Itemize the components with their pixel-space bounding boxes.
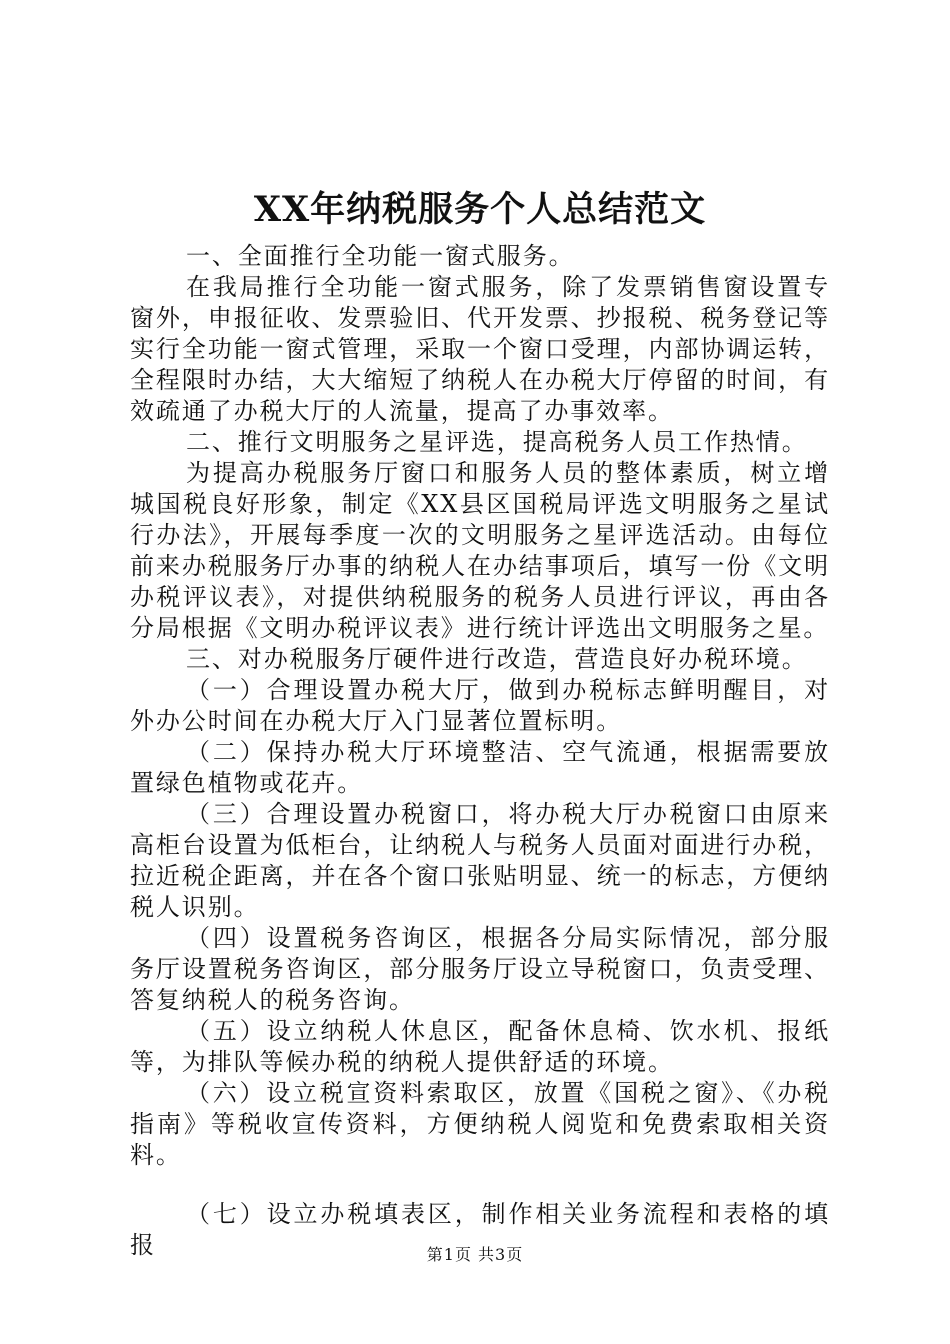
paragraph-9: （四）设置税务咨询区，根据各分局实际情况，部分服务厅设置税务咨询区，部分服务厅设立导税窗口，负责受理、答复纳税人的税务咨询。 [130,924,830,1014]
paragraph-6: （一）合理设置办税大厅，做到办税标志鲜明醒目，对外办公时间在办税大厅入门显著位置标明。 [130,676,830,735]
page-footer: 第1页 共3页 [426,1245,524,1264]
paragraph-5: 三、对办税服务厅硬件进行改造，营造良好办税环境。 [186,645,808,673]
paragraph-7: （二）保持办税大厅环境整洁、空气流通，根据需要放置绿色植物或花卉。 [130,738,830,797]
paragraph-12: （七）设立办税填表区，制作相关业务流程和表格的填报 [130,1200,830,1259]
paragraph-4: 为提高办税服务厅窗口和服务人员的整体素质，树立增城国税良好形象，制定《XX县区国税局评选文明服务之星试行办法》，开展每季度一次的文明服务之星评选活动。由每位前来办税服务厅办事的纳税人在办结事项后，填写一份《文明办税评议表》，对提供纳税服务的税务人员进行评议，再由各分局根据《文明办税评议表》进行统计评选出文明服务之星。 [130,459,830,642]
paragraph-2: 在我局推行全功能一窗式服务，除了发票销售窗设置专窗外，申报征收、发票验旧、代开发票、抄报税、税务登记等实行全功能一窗式管理，采取一个窗口受理，内部协调运转，全程限时办结，大大缩短了纳税人在办税大厅停留的时间，有效疏通了办税大厅的人流量，提高了办事效率。 [130,273,830,425]
document-title: XX年纳税服务个人总结范文 [253,189,707,230]
paragraph-10: （五）设立纳税人休息区，配备休息椅、饮水机、报纸等，为排队等候办税的纳税人提供舒适的环境。 [130,1017,830,1076]
paragraph-3: 二、推行文明服务之星评选，提高税务人员工作热情。 [186,428,808,456]
paragraph-11: （六）设立税宣资料索取区，放置《国税之窗》、《办税指南》等税收宣传资料，方便纳税人阅览和免费索取相关资料。 [130,1079,830,1169]
document-page [130,185,830,1261]
paragraph-8: （三）合理设置办税窗口，将办税大厅办税窗口由原来高柜台设置为低柜台，让纳税人与税务人员面对面进行办税，拉近税企距离，并在各个窗口张贴明显、统一的标志，方便纳税人识别。 [130,800,830,921]
paragraph-1: 一、全面推行全功能一窗式服务。 [186,242,575,270]
